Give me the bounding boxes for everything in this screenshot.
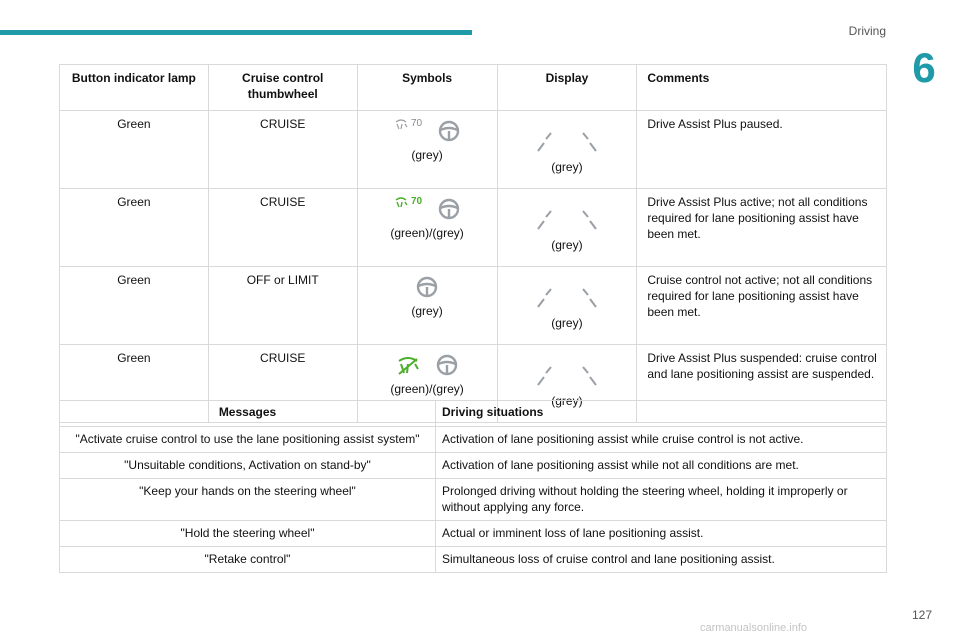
indicator-table (59, 64, 887, 423)
table-row (60, 453, 887, 479)
lamp-cell: Green (60, 345, 209, 423)
comment-cell: Cruise control not active; not all conditions required for lane positioning assist have been met. (637, 267, 887, 345)
lamp-cell: Green (60, 189, 209, 267)
thumbwheel-cell: CRUISE (208, 345, 357, 423)
column-header: Messages (60, 401, 436, 427)
lamp-cell: Green (60, 267, 209, 345)
lane-assist-limit-icon (394, 116, 422, 132)
display-caption: (grey) (551, 160, 583, 174)
situation-cell: Simultaneous loss of cruise control and lane positioning assist. (436, 547, 887, 573)
page-number: 127 (911, 608, 932, 622)
comment-cell: Drive Assist Plus active; not all conditions required for lane positioning assist have been met. (637, 189, 887, 267)
situation-cell: Actual or imminent loss of lane positioning assist. (436, 521, 887, 547)
table-row (60, 521, 887, 547)
message-cell: "Hold the steering wheel" (60, 521, 436, 547)
thumbwheel-cell: OFF or LIMIT (208, 267, 357, 345)
comment-cell: Drive Assist Plus paused. (637, 111, 887, 189)
column-header: Comments (637, 65, 887, 111)
speed-limit-value: 70 (411, 118, 423, 129)
steering-wheel-icon (438, 120, 460, 142)
thumbwheel-cell: CRUISE (208, 189, 357, 267)
steering-wheel-icon (436, 354, 458, 376)
messages-table (59, 400, 887, 573)
table-row (60, 189, 887, 267)
thumbwheel-cell: CRUISE (208, 111, 357, 189)
table-row (60, 267, 887, 345)
message-cell: "Activate cruise control to use the lane positioning assist system" (60, 427, 436, 453)
watermark: carmanualsonline.info (700, 622, 808, 634)
lane-assist-limit-icon (394, 194, 422, 210)
situation-cell: Activation of lane positioning assist while not all conditions are met. (436, 453, 887, 479)
display-caption: (grey) (551, 394, 583, 408)
message-cell: "Retake control" (60, 547, 436, 573)
lane-assist-suspended-icon (396, 354, 420, 376)
column-header: Driving situations (436, 401, 887, 427)
lane-markings-icon (535, 281, 599, 313)
display-caption: (grey) (551, 238, 583, 252)
display-cell (497, 267, 637, 345)
message-cell: "Unsuitable conditions, Activation on stand-by" (60, 453, 436, 479)
symbols-cell (357, 111, 497, 189)
table-row (60, 111, 887, 189)
steering-wheel-icon (438, 198, 460, 220)
situation-cell: Prolonged driving without holding the steering wheel, holding it improperly or without applying any force. (436, 479, 887, 521)
chapter-number: 6 (912, 44, 936, 91)
display-caption: (grey) (551, 316, 583, 330)
symbols-cell (357, 267, 497, 345)
table-row (60, 427, 887, 453)
comment-cell: Drive Assist Plus suspended: cruise control and lane positioning assist are suspended. (637, 345, 887, 423)
lane-markings-icon (535, 359, 599, 391)
symbol-caption: (green)/(grey) (390, 226, 464, 240)
speed-limit-value: 70 (411, 196, 423, 207)
column-header: Button indicator lamp (60, 65, 209, 111)
column-header: Display (497, 65, 637, 111)
column-header: Symbols (357, 65, 497, 111)
symbol-caption: (grey) (411, 148, 443, 162)
table-row (60, 547, 887, 573)
section-title: Driving (848, 24, 886, 38)
messages-table-header (60, 401, 887, 427)
symbols-cell (357, 189, 497, 267)
header-accent-bar (0, 30, 472, 35)
display-cell (497, 189, 637, 267)
symbol-caption: (green)/(grey) (390, 382, 464, 396)
symbol-caption: (grey) (411, 304, 443, 318)
situation-cell: Activation of lane positioning assist while cruise control is not active. (436, 427, 887, 453)
steering-wheel-icon (416, 276, 438, 298)
table-row (60, 479, 887, 521)
lane-markings-icon (535, 203, 599, 235)
indicator-table-header (60, 65, 887, 111)
message-cell: "Keep your hands on the steering wheel" (60, 479, 436, 521)
lane-markings-icon (535, 125, 599, 157)
column-header: Cruise control thumbwheel (208, 65, 357, 111)
lamp-cell: Green (60, 111, 209, 189)
display-cell (497, 111, 637, 189)
